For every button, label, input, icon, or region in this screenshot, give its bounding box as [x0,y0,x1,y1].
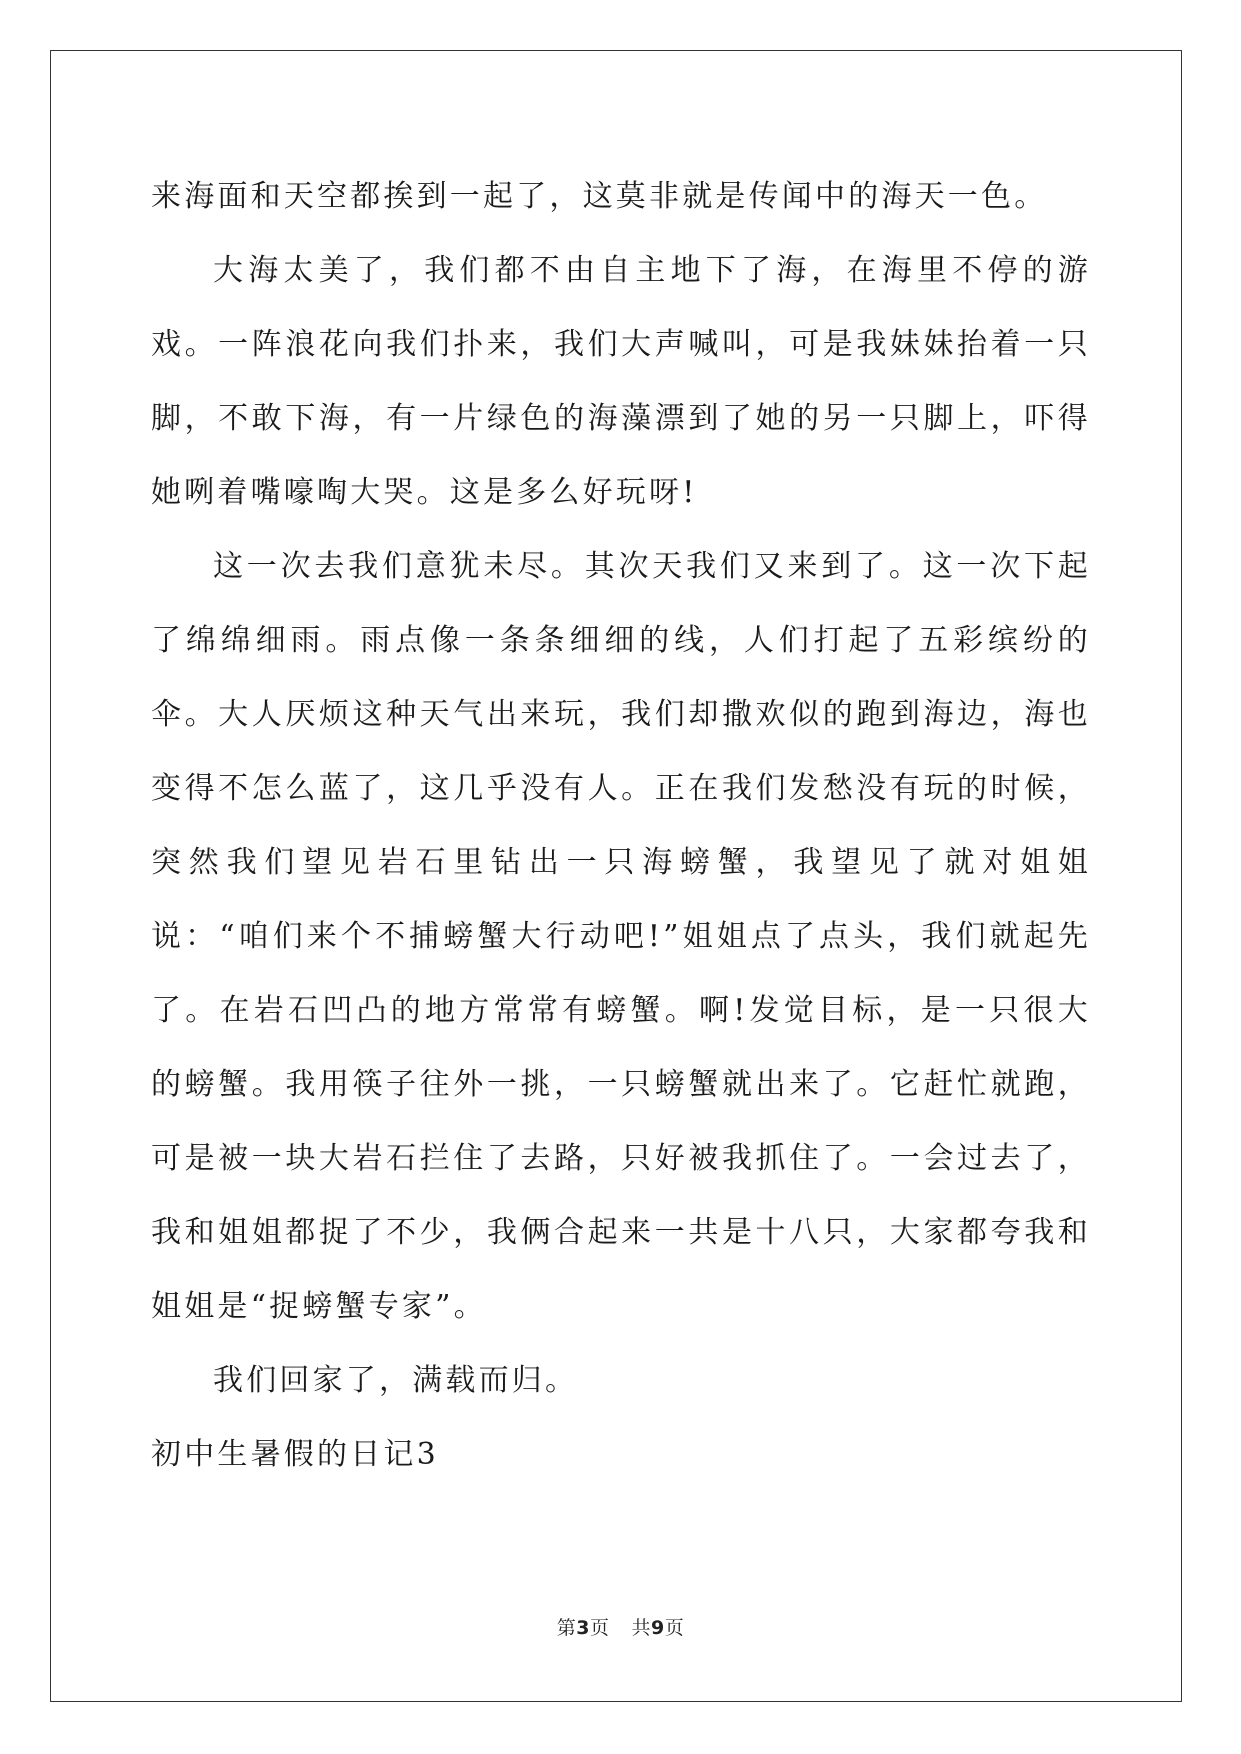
page-footer [0,1613,1241,1640]
total-pages-number: 9 [651,1617,665,1639]
footer-prefix: 第 [556,1617,577,1639]
footer-page-word: 页 [589,1617,610,1639]
footer-total-prefix: 共 [631,1617,652,1639]
footer-total-suffix: 页 [664,1617,685,1639]
section-heading: 初中生暑假的日记3 [151,1437,439,1472]
current-page-number: 3 [576,1617,590,1639]
paragraph-3: 这一次去我们意犹未尽。其次天我们又来到了。这一次下起了绵绵细雨。雨点像一条条细细的线，人们打起了五彩缤纷的伞。大人厌烦这种天气出来玩，我们却撒欢似的跑到海边，海也变得不怎么蓝了，这几乎没有人。正在我们发愁没有玩的时候，突然我们望见岩石里钻出一只海螃蟹，我望见了就对姐姐说：“咱们来个不捕螃蟹大行动吧!”姐姐点了点头，我们就起先了。在岩石凹凸的地方常常有螃蟹。啊!发觉目标，是一只很大的螃蟹。我用筷子往外一挑，一只螃蟹就出来了。它赶忙就跑，可是被一块大岩石拦住了去路，只好被我抓住了。一会过去了，我和姐姐都捉了不少，我俩合起来一共是十八只，大家都夸我和姐姐是“捉螃蟹专家”。 [151,549,1091,1324]
paragraph-4: 我们回家了，满载而归。 [213,1363,579,1398]
paragraph-2: 大海太美了，我们都不由自主地下了海，在海里不停的游戏。一阵浪花向我们扑来，我们大声喊叫，可是我妹妹抬着一只脚，不敢下海，有一片绿色的海藻漂到了她的另一只脚上，吓得她咧着嘴嚎啕大哭。这是多么好玩呀! [151,253,1091,510]
document-body [151,160,1091,1492]
paragraph-1: 来海面和天空都挨到一起了，这莫非就是传闻中的海天一色。 [151,179,1048,214]
